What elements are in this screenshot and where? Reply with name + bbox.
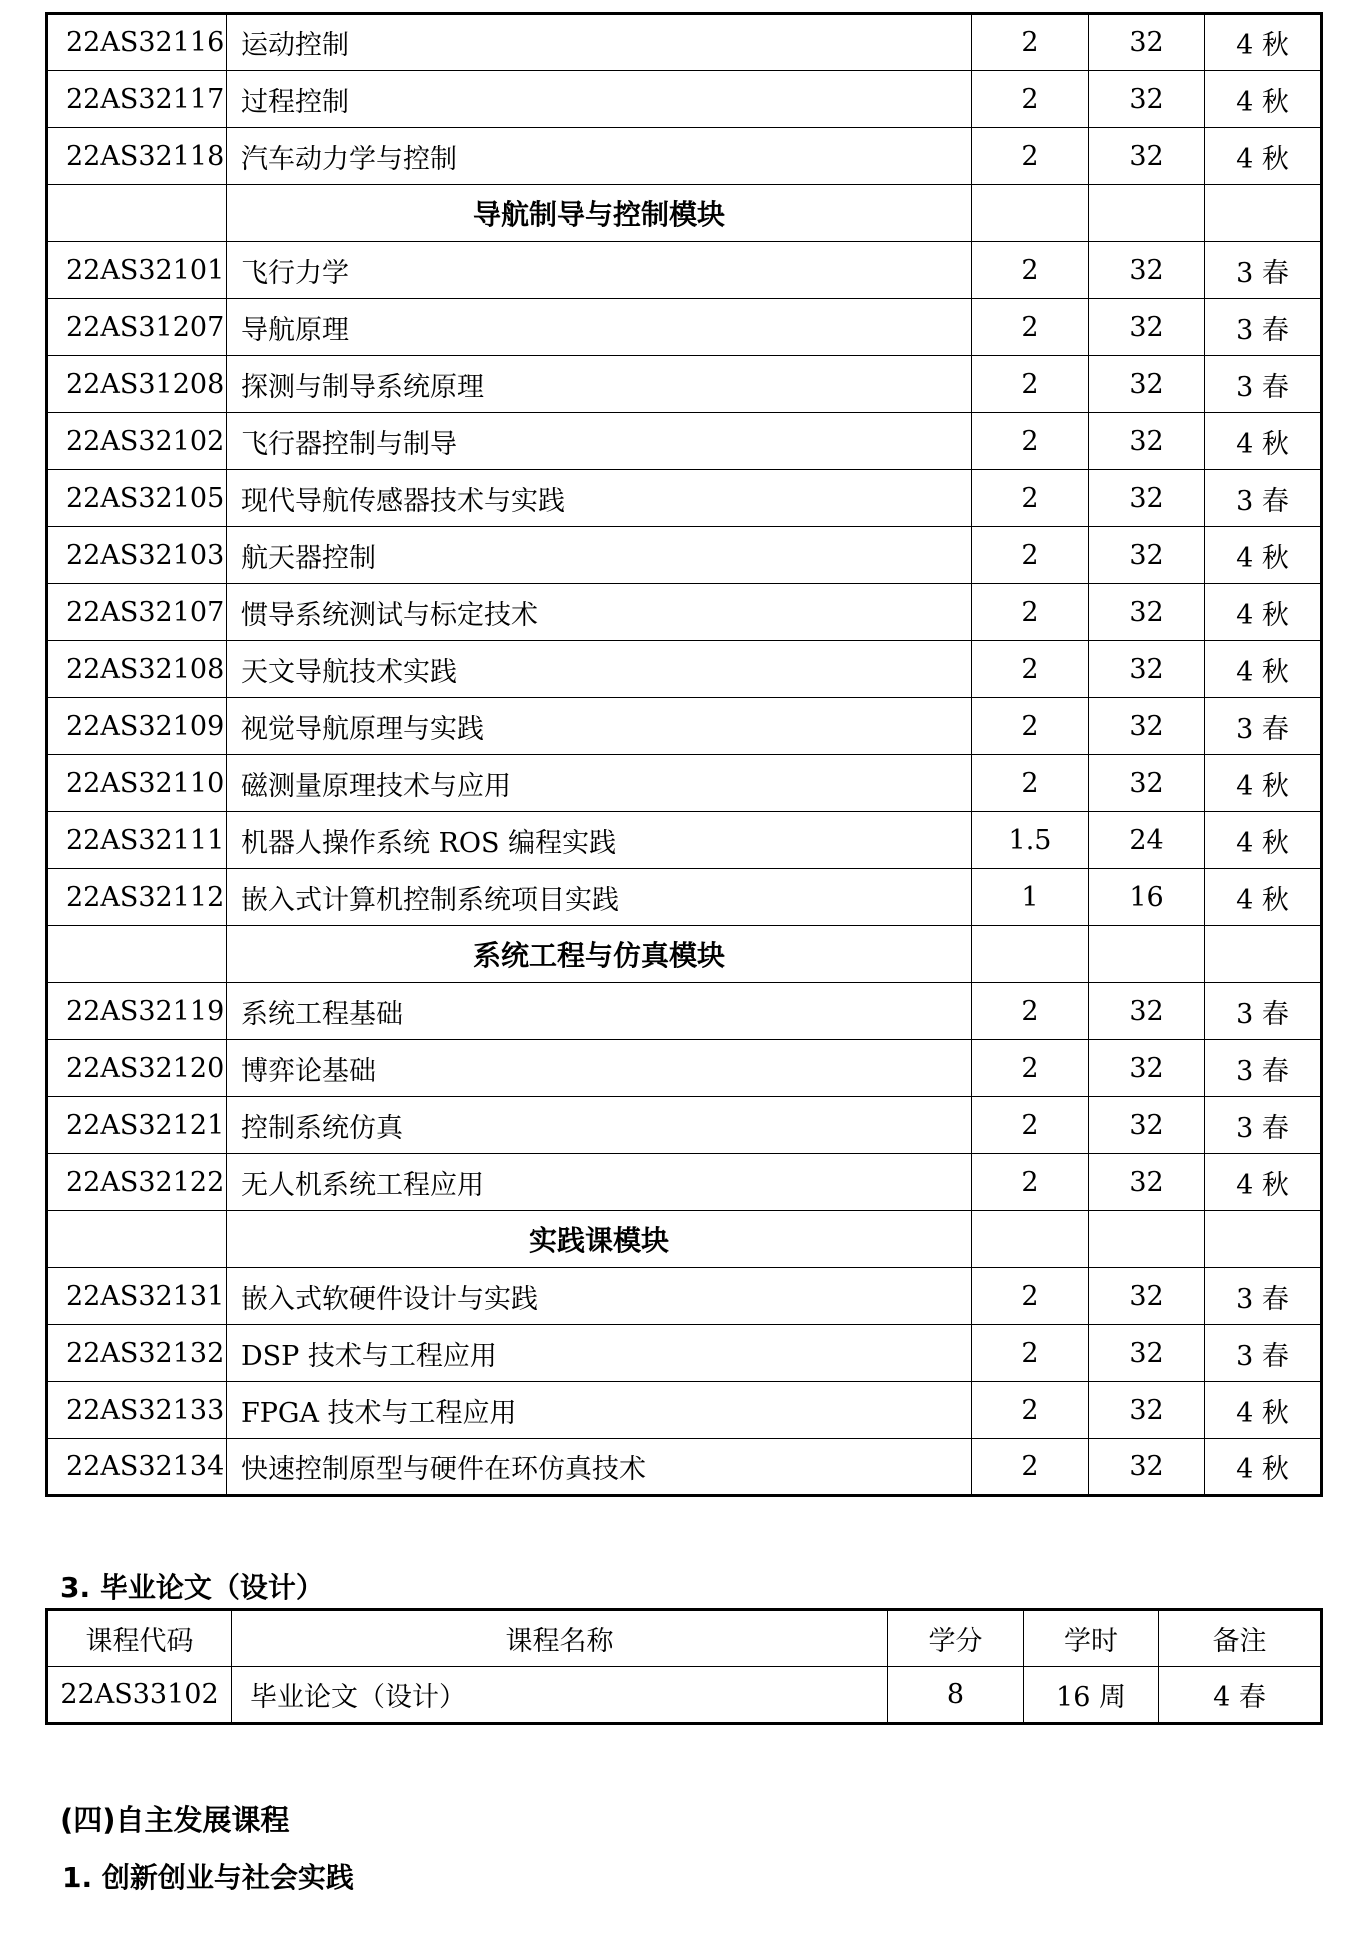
course-credit: 1 [972, 869, 1089, 926]
course-credit: 2 [972, 71, 1089, 128]
header-course-code: 课程代码 [47, 1610, 232, 1667]
course-term: 3 春 [1205, 1040, 1322, 1097]
course-credit: 2 [972, 1439, 1089, 1496]
course-name: 导航原理 [227, 299, 972, 356]
course-name: 系统工程基础 [227, 983, 972, 1040]
course-code: 22AS32102 [47, 413, 227, 470]
course-credit: 2 [972, 128, 1089, 185]
table-row [47, 1382, 1322, 1439]
course-hours: 32 [1089, 413, 1205, 470]
empty-cell [47, 185, 227, 242]
table-row [47, 812, 1322, 869]
table-row [47, 983, 1322, 1040]
course-credit: 2 [972, 356, 1089, 413]
course-code: 22AS31207 [47, 299, 227, 356]
course-code: 22AS32105 [47, 470, 227, 527]
course-name: 飞行力学 [227, 242, 972, 299]
course-code: 22AS32117 [47, 71, 227, 128]
course-hours: 32 [1089, 641, 1205, 698]
module-title: 导航制导与控制模块 [227, 185, 972, 242]
empty-cell [1205, 185, 1322, 242]
course-code: 22AS32101 [47, 242, 227, 299]
table-row [47, 641, 1322, 698]
course-hours: 32 [1089, 1040, 1205, 1097]
course-credit: 8 [888, 1667, 1024, 1724]
course-hours: 32 [1089, 1382, 1205, 1439]
course-term: 3 春 [1205, 470, 1322, 527]
course-term: 4 秋 [1205, 527, 1322, 584]
table-row [47, 356, 1322, 413]
course-hours: 32 [1089, 584, 1205, 641]
course-name: 快速控制原型与硬件在环仿真技术 [227, 1439, 972, 1496]
course-hours: 16 [1089, 869, 1205, 926]
table-row [47, 1268, 1322, 1325]
course-credit: 2 [972, 698, 1089, 755]
course-term: 4 秋 [1205, 1439, 1322, 1496]
table-row [47, 1325, 1322, 1382]
course-term: 4 秋 [1205, 584, 1322, 641]
table-row [47, 1040, 1322, 1097]
course-term: 4 秋 [1205, 1382, 1322, 1439]
header-note: 备注 [1159, 1610, 1322, 1667]
course-code: 22AS32111 [47, 812, 227, 869]
course-hours: 32 [1089, 299, 1205, 356]
course-credit: 2 [972, 1154, 1089, 1211]
table-row [47, 470, 1322, 527]
course-name: 过程控制 [227, 71, 972, 128]
empty-cell [972, 185, 1089, 242]
course-code: 22AS32118 [47, 128, 227, 185]
module-header-row [47, 1211, 1322, 1268]
course-hours: 32 [1089, 470, 1205, 527]
module-header-row [47, 185, 1322, 242]
empty-cell [1089, 185, 1205, 242]
course-credit: 2 [972, 641, 1089, 698]
course-code: 22AS32116 [47, 14, 227, 71]
course-term: 4 秋 [1205, 413, 1322, 470]
course-code: 22AS32107 [47, 584, 227, 641]
table-row [47, 14, 1322, 71]
table-row [47, 299, 1322, 356]
table-row [47, 755, 1322, 812]
course-table [45, 12, 1323, 1497]
course-code: 22AS31208 [47, 356, 227, 413]
course-term: 4 秋 [1205, 641, 1322, 698]
course-credit: 2 [972, 983, 1089, 1040]
course-hours: 32 [1089, 242, 1205, 299]
course-hours: 32 [1089, 1325, 1205, 1382]
course-code: 22AS32122 [47, 1154, 227, 1211]
table-row [47, 869, 1322, 926]
course-hours: 32 [1089, 1154, 1205, 1211]
course-code: 22AS32112 [47, 869, 227, 926]
course-term: 4 秋 [1205, 755, 1322, 812]
table-row [47, 71, 1322, 128]
course-name: 嵌入式计算机控制系统项目实践 [227, 869, 972, 926]
course-name: 惯导系统测试与标定技术 [227, 584, 972, 641]
course-term: 3 春 [1205, 356, 1322, 413]
course-term: 3 春 [1205, 983, 1322, 1040]
course-credit: 2 [972, 1097, 1089, 1154]
course-code: 22AS32109 [47, 698, 227, 755]
course-credit: 2 [972, 242, 1089, 299]
course-term: 3 春 [1205, 299, 1322, 356]
course-credit: 2 [972, 1325, 1089, 1382]
table-row [47, 128, 1322, 185]
course-hours: 32 [1089, 14, 1205, 71]
course-note: 4 春 [1159, 1667, 1322, 1724]
course-term: 4 秋 [1205, 869, 1322, 926]
empty-cell [47, 1211, 227, 1268]
course-term: 3 春 [1205, 242, 1322, 299]
empty-cell [1089, 1211, 1205, 1268]
empty-cell [1205, 926, 1322, 983]
course-credit: 2 [972, 1268, 1089, 1325]
course-credit: 2 [972, 1382, 1089, 1439]
course-credit: 1.5 [972, 812, 1089, 869]
section4-heading: (四)自主发展课程 [60, 1803, 290, 1837]
table-row [47, 698, 1322, 755]
course-hours: 32 [1089, 356, 1205, 413]
course-credit: 2 [972, 14, 1089, 71]
course-code: 22AS32132 [47, 1325, 227, 1382]
course-term: 4 秋 [1205, 1154, 1322, 1211]
course-hours: 32 [1089, 128, 1205, 185]
course-name: 控制系统仿真 [227, 1097, 972, 1154]
course-hours: 32 [1089, 1097, 1205, 1154]
course-code: 22AS32121 [47, 1097, 227, 1154]
course-name: 航天器控制 [227, 527, 972, 584]
course-code: 22AS32131 [47, 1268, 227, 1325]
course-code: 22AS32119 [47, 983, 227, 1040]
course-code: 22AS32134 [47, 1439, 227, 1496]
thesis-header-row [47, 1610, 1322, 1667]
course-hours: 32 [1089, 71, 1205, 128]
course-credit: 2 [972, 1040, 1089, 1097]
header-credit: 学分 [888, 1610, 1024, 1667]
course-hours: 32 [1089, 698, 1205, 755]
course-name: DSP 技术与工程应用 [227, 1325, 972, 1382]
course-term: 4 秋 [1205, 128, 1322, 185]
course-term: 4 秋 [1205, 812, 1322, 869]
course-name: 现代导航传感器技术与实践 [227, 470, 972, 527]
course-hours: 32 [1089, 1439, 1205, 1496]
module-header-row [47, 926, 1322, 983]
course-name: 视觉导航原理与实践 [227, 698, 972, 755]
course-name: 嵌入式软硬件设计与实践 [227, 1268, 972, 1325]
course-term: 3 春 [1205, 1268, 1322, 1325]
table-row [47, 1439, 1322, 1496]
course-term: 4 秋 [1205, 14, 1322, 71]
table-row [47, 1154, 1322, 1211]
header-course-name: 课程名称 [232, 1610, 888, 1667]
table-row [47, 527, 1322, 584]
course-hours: 32 [1089, 1268, 1205, 1325]
course-credit: 2 [972, 413, 1089, 470]
table-row [47, 1097, 1322, 1154]
course-name: 探测与制导系统原理 [227, 356, 972, 413]
thesis-data-row [47, 1667, 1322, 1724]
empty-cell [1205, 1211, 1322, 1268]
course-code: 22AS32133 [47, 1382, 227, 1439]
empty-cell [1089, 926, 1205, 983]
course-hours: 32 [1089, 527, 1205, 584]
course-code: 22AS32110 [47, 755, 227, 812]
course-hours: 24 [1089, 812, 1205, 869]
empty-cell [972, 926, 1089, 983]
course-name: 天文导航技术实践 [227, 641, 972, 698]
course-name: 磁测量原理技术与应用 [227, 755, 972, 812]
course-table-body [47, 14, 1322, 1496]
course-code: 22AS32103 [47, 527, 227, 584]
course-code: 22AS33102 [47, 1667, 232, 1724]
course-name: FPGA 技术与工程应用 [227, 1382, 972, 1439]
course-credit: 2 [972, 470, 1089, 527]
course-name: 无人机系统工程应用 [227, 1154, 972, 1211]
thesis-section-heading: 3. 毕业论文（设计） [60, 1571, 324, 1604]
module-title: 实践课模块 [227, 1211, 972, 1268]
course-credit: 2 [972, 755, 1089, 812]
course-term: 3 春 [1205, 1097, 1322, 1154]
course-credit: 2 [972, 584, 1089, 641]
table-row [47, 584, 1322, 641]
module-title: 系统工程与仿真模块 [227, 926, 972, 983]
course-name: 机器人操作系统 ROS 编程实践 [227, 812, 972, 869]
course-hours: 32 [1089, 755, 1205, 812]
course-term: 3 春 [1205, 1325, 1322, 1382]
course-term: 4 秋 [1205, 71, 1322, 128]
course-name: 汽车动力学与控制 [227, 128, 972, 185]
course-term: 3 春 [1205, 698, 1322, 755]
course-name: 毕业论文（设计） [232, 1667, 888, 1724]
course-name: 飞行器控制与制导 [227, 413, 972, 470]
thesis-table [45, 1608, 1323, 1725]
table-row [47, 242, 1322, 299]
course-code: 22AS32108 [47, 641, 227, 698]
course-hours: 16 周 [1024, 1667, 1159, 1724]
course-code: 22AS32120 [47, 1040, 227, 1097]
course-hours: 32 [1089, 983, 1205, 1040]
table-row [47, 413, 1322, 470]
course-name: 博弈论基础 [227, 1040, 972, 1097]
course-credit: 2 [972, 299, 1089, 356]
header-hours: 学时 [1024, 1610, 1159, 1667]
empty-cell [47, 926, 227, 983]
course-name: 运动控制 [227, 14, 972, 71]
course-credit: 2 [972, 527, 1089, 584]
section4-subheading: 1. 创新创业与社会实践 [62, 1861, 354, 1894]
empty-cell [972, 1211, 1089, 1268]
